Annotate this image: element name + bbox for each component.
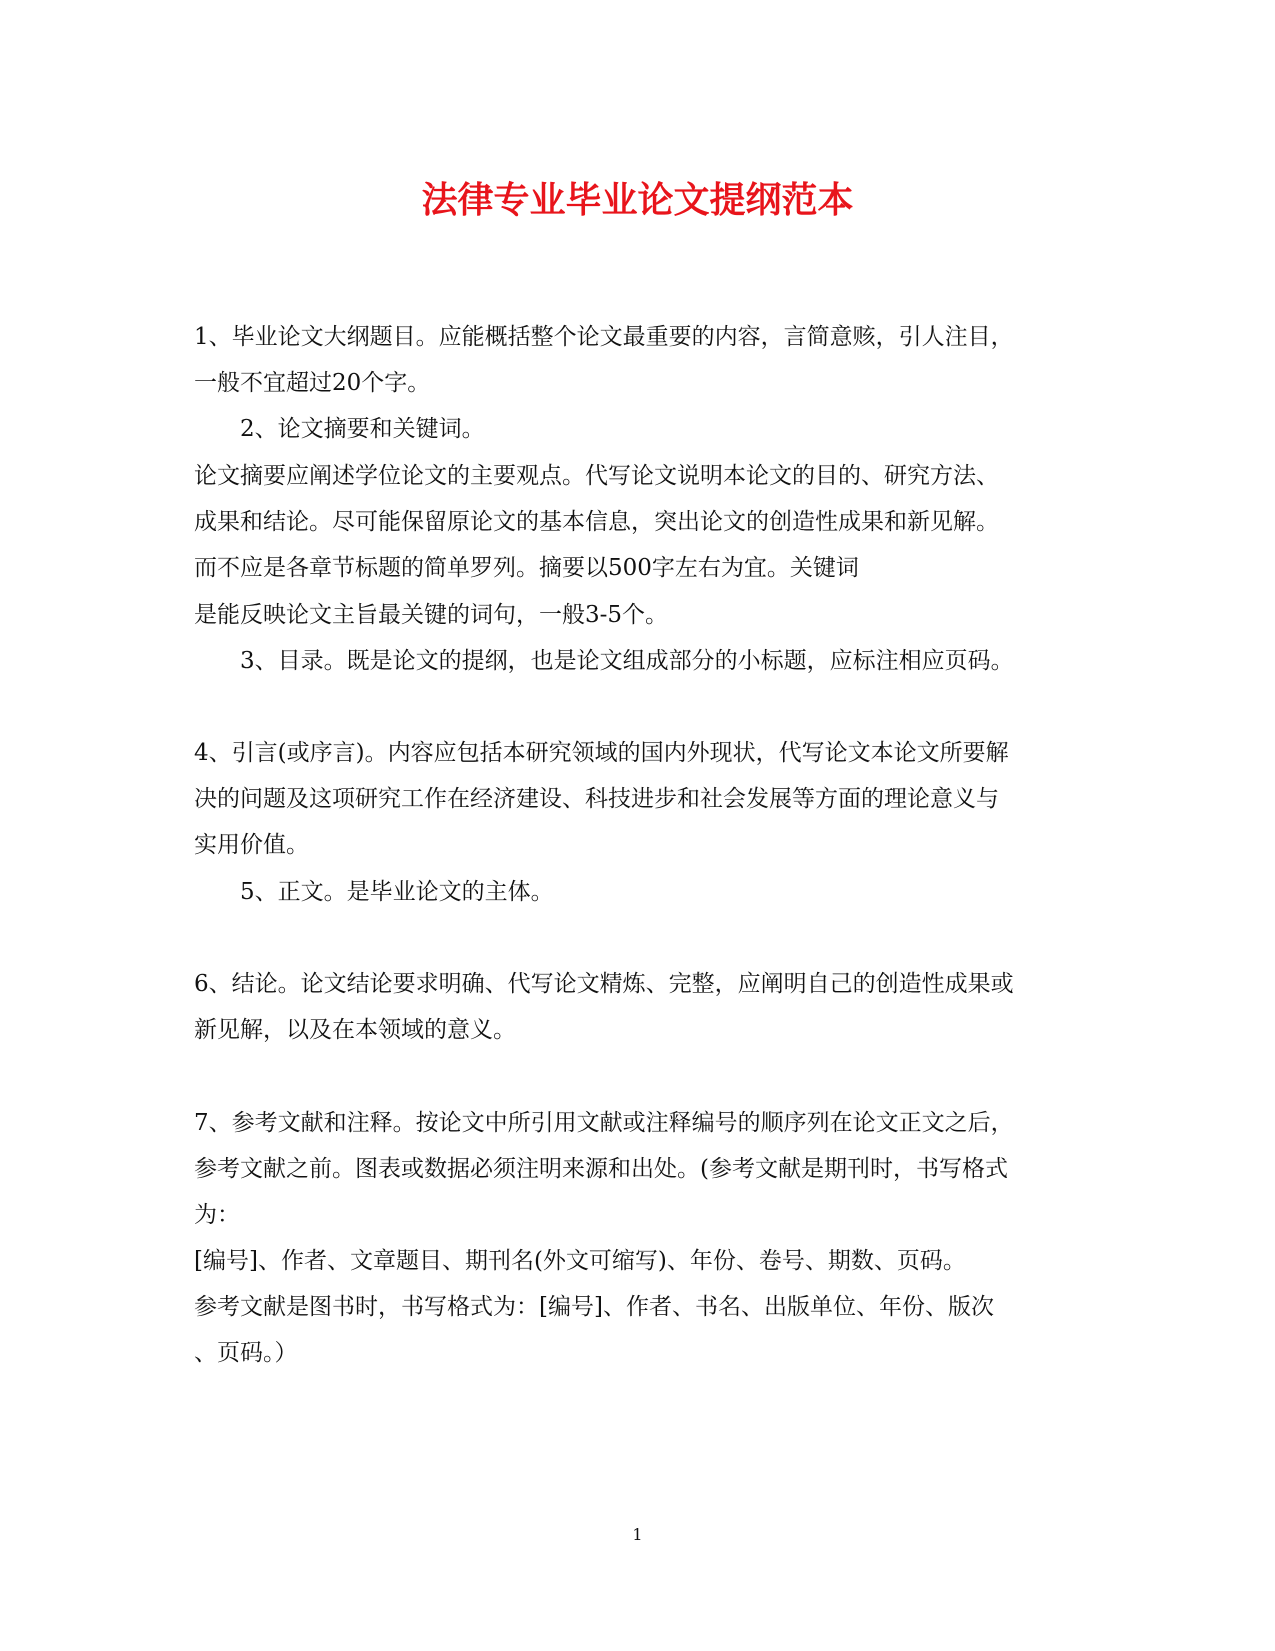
paragraph-line: [编号]、作者、文章题目、期刊名(外文可缩写)、年份、卷号、期数、页码。 xyxy=(194,1248,966,1274)
paragraph-line: 7、参考文献和注释。按论文中所引用文献或注释编号的顺序列在论文正文之后， xyxy=(194,1110,1014,1136)
paragraph-line: 实用价值。 xyxy=(194,832,309,858)
document-title: 法律专业毕业论文提纲范本 xyxy=(421,179,854,221)
paragraph-line: 而不应是各章节标题的简单罗列。摘要以500字左右为宜。关键词 xyxy=(194,555,859,581)
page-number: 1 xyxy=(632,1525,643,1544)
paragraph-line: 4、引言(或序言)。内容应包括本研究领域的国内外现状，代写论文本论文所要解 xyxy=(194,740,1009,766)
paragraph-line: 是能反映论文主旨最关键的词句，一般3-5个。 xyxy=(194,602,669,628)
paragraph-line: 3、目录。既是论文的提纲，也是论文组成部分的小标题，应标注相应页码。 xyxy=(240,648,1014,674)
paragraph-line: 新见解，以及在本领域的意义。 xyxy=(194,1017,516,1043)
paragraph-line: 6、结论。论文结论要求明确、代写论文精炼、完整，应阐明自己的创造性成果或 xyxy=(194,971,1014,997)
paragraph-line: 为： xyxy=(194,1202,240,1228)
paragraph-line: 参考文献是图书时，书写格式为：[编号]、作者、书名、出版单位、年份、版次 xyxy=(194,1294,994,1320)
paragraph-line: 、页码。） xyxy=(194,1340,298,1366)
paragraph-line: 参考文献之前。图表或数据必须注明来源和出处。(参考文献是期刊时，书写格式 xyxy=(194,1156,1008,1182)
paragraph-line: 成果和结论。尽可能保留原论文的基本信息，突出论文的创造性成果和新见解。 xyxy=(194,509,999,535)
paragraph-line: 决的问题及这项研究工作在经济建设、科技进步和社会发展等方面的理论意义与 xyxy=(194,786,999,812)
paragraph-line: 2、论文摘要和关键词。 xyxy=(240,416,485,442)
paragraph-line: 5、正文。是毕业论文的主体。 xyxy=(240,879,554,905)
paragraph-line: 一般不宜超过20个字。 xyxy=(194,370,431,396)
paragraph-line: 论文摘要应阐述学位论文的主要观点。代写论文说明本论文的目的、研究方法、 xyxy=(194,463,999,489)
paragraph-line: 1、毕业论文大纲题目。应能概括整个论文最重要的内容，言简意赅，引人注目， xyxy=(194,324,1014,350)
